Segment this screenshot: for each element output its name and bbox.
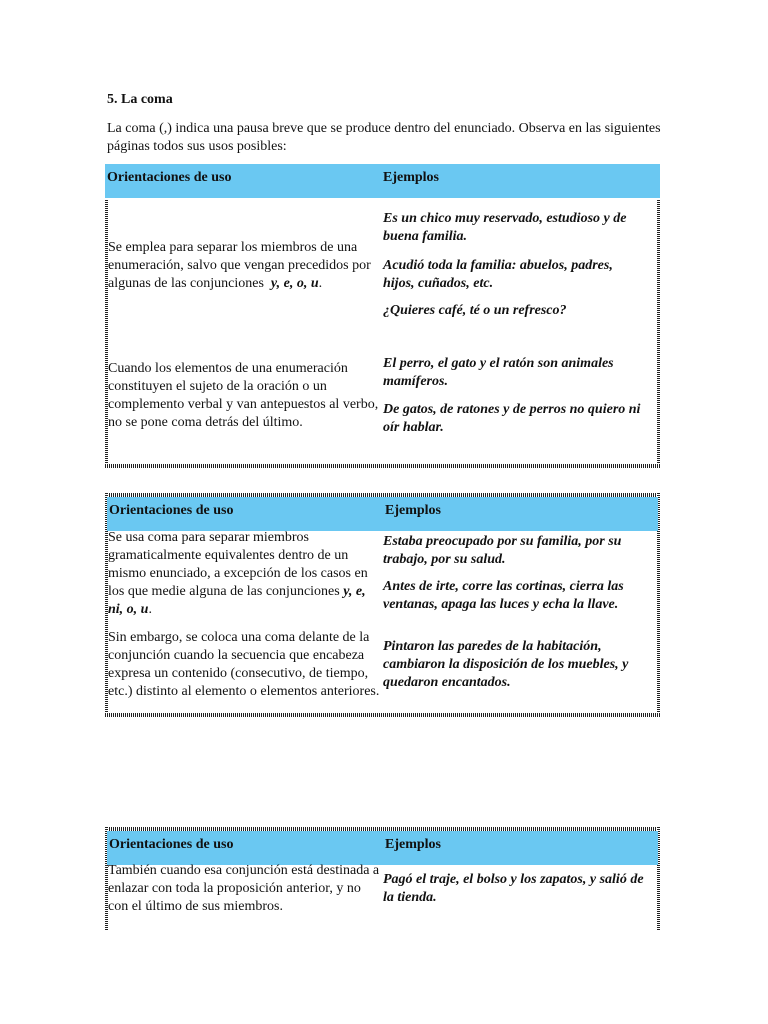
example-text: Pagó el traje, el bolso y los zapatos, y salió de la tienda. <box>383 872 644 905</box>
header-usage: Orientaciones de uso <box>107 170 232 185</box>
header-usage: Orientaciones de uso <box>109 503 234 518</box>
table-header <box>105 164 660 198</box>
example-text: De gatos, de ratones y de perros no quiero ni oír hablar. <box>383 402 641 435</box>
table-border <box>657 200 660 468</box>
usage-table-1 <box>105 164 660 468</box>
example-text: El perro, el gato y el ratón son animales mamíferos. <box>383 356 614 389</box>
conjunctions: y, e, o, u <box>270 276 319 291</box>
usage-cell: Se emplea para separar los miembros de una enumeración, salvo que vengan precedidos por algunas de las conjunciones y, e, o, u. <box>108 240 371 291</box>
table-border <box>105 464 660 468</box>
example-text: Acudió toda la familia: abuelos, padres, hijos, cuñados, etc. <box>383 258 613 291</box>
usage-cell: Cuando los elementos de una enumeración constituyen el sujeto de la oración o un complemento verbal y van antepuestos al verbo, no se pone coma detrás del último. <box>108 361 379 430</box>
usage-table-2 <box>105 493 660 717</box>
table-header <box>107 831 658 865</box>
header-usage: Orientaciones de uso <box>109 837 234 852</box>
example-text: Es un chico muy reservado, estudioso y de buena familia. <box>383 211 627 244</box>
example-text: Antes de irte, corre las cortinas, cierra las ventanas, apaga las luces y echa la llave. <box>383 579 624 612</box>
section-title: 5. La coma <box>107 92 173 107</box>
intro-paragraph: La coma (,) indica una pausa breve que se produce dentro del enunciado. Observa en las siguientes páginas todos sus usos posibles: <box>107 121 661 154</box>
example-text: Estaba preocupado por su familia, por su trabajo, por su salud. <box>383 534 622 567</box>
conjunctions: y, e, ni, o, u <box>108 584 366 617</box>
table-header <box>107 497 658 531</box>
usage-cell: Sin embargo, se coloca una coma delante de la conjunción cuando la secuencia que encabeza expresa un contenido (consecutivo, de tiempo, etc.) distinto al elemento o elementos anteriores. <box>108 630 380 699</box>
usage-cell: Se usa coma para separar miembros gramaticalmente equivalentes dentro de un mismo enunciado, a excepción de los casos en los que medie alguna de las conjunciones y, e, ni, o, u. <box>108 530 368 617</box>
header-examples: Ejemplos <box>385 837 441 852</box>
table-border <box>105 713 660 717</box>
example-text: Pintaron las paredes de la habitación, cambiaron la disposición de los muebles, y quedaron encantados. <box>383 639 629 690</box>
example-text: ¿Quieres café, té o un refresco? <box>383 303 567 318</box>
header-examples: Ejemplos <box>385 503 441 518</box>
usage-cell: También cuando esa conjunción está destinada a enlazar con toda la proposición anterior, y no con el último de sus miembros. <box>108 863 380 914</box>
usage-table-3 <box>105 827 660 930</box>
header-examples: Ejemplos <box>383 170 439 185</box>
